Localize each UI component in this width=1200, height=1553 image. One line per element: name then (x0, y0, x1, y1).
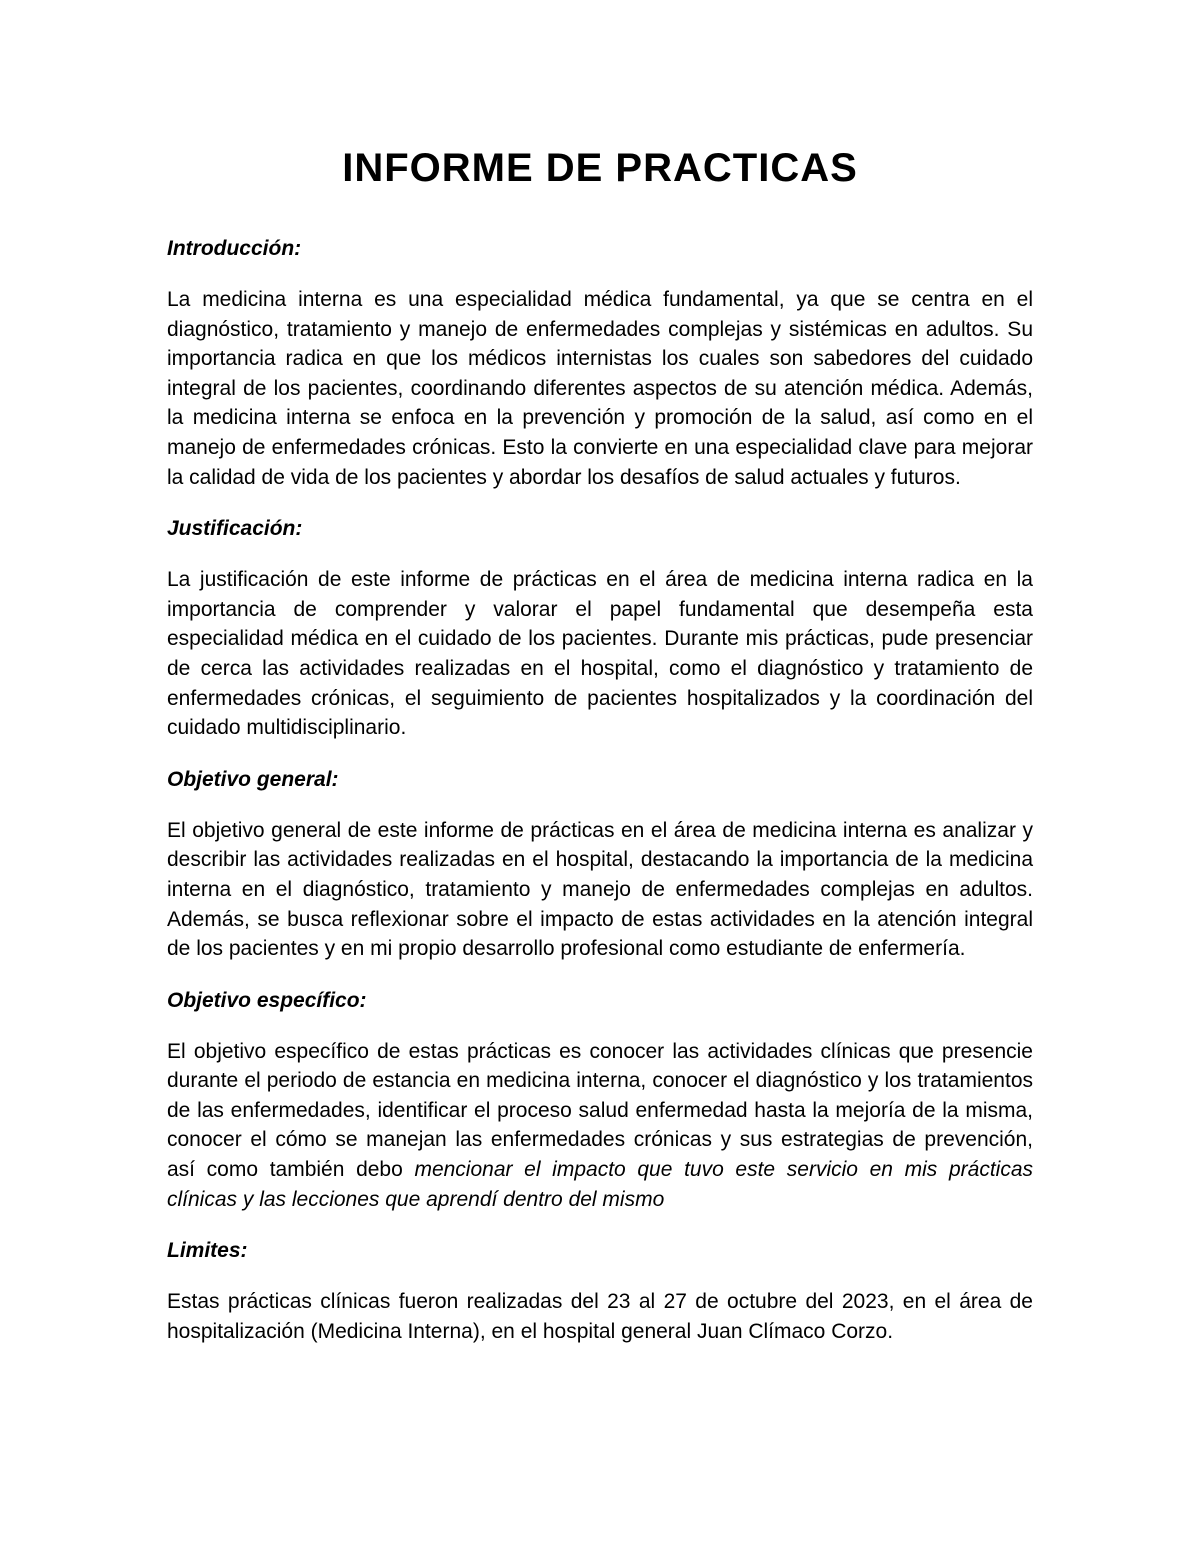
document-page (167, 140, 1033, 1368)
section-introduccion (167, 234, 1033, 492)
paragraph-italic-text: mencionar el impacto que tuvo este servicio en mis prácticas clínicas y las lecciones que aprendí dentro del mismo (167, 1158, 1033, 1211)
section-paragraph: El objetivo general de este informe de prácticas en el área de medicina interna es analizar y describir las actividades realizadas en el hospital, destacando la importancia de la medicina interna en el diagnóstico, tratamiento y manejo de enfermedades complejas en adultos. Además, se busca reflexionar sobre el impacto de estas actividades en la atención integral de los pacientes y en mi propio desarrollo profesional como estudiante de enfermería. (167, 818, 1033, 961)
section-justificacion (167, 514, 1033, 743)
section-objetivo-general (167, 765, 1033, 964)
section-objetivo-especifico (167, 986, 1033, 1215)
page-title: INFORME DE PRACTICAS (342, 146, 858, 190)
section-heading: Introducción: (167, 237, 302, 260)
section-paragraph: La justificación de este informe de prácticas en el área de medicina interna radica en la importancia de comprender y valorar el papel fundamental que desempeña esta especialidad médica en el cuidado de los pacientes. Durante mis prácticas, pude presenciar de cerca las actividades realizadas en el hospital, como el diagnóstico y tratamiento de enfermedades crónicas, el seguimiento de pacientes hospitalizados y la coordinación del cuidado multidisciplinario. (167, 568, 1033, 740)
section-limites (167, 1236, 1033, 1346)
section-paragraph: Estas prácticas clínicas fueron realizadas del 23 al 27 de octubre del 2023, en el área de hospitalización (Medicina Interna), en el hospital general Juan Clímaco Corzo. (167, 1290, 1033, 1343)
paragraph-text: El objetivo específico de estas prácticas es conocer las actividades clínicas que presencie durante el periodo de estancia en medicina interna, conocer el diagnóstico y los tratamientos de las enfermedades, identificar el proceso salud enfermedad hasta la mejoría de la misma, conocer el cómo se manejan las enfermedades crónicas y sus estrategias de prevención, así como también debo (167, 1039, 1033, 1182)
section-heading: Justificación: (167, 517, 303, 541)
section-heading: Objetivo específico: (167, 988, 367, 1012)
section-heading: Limites: (167, 1239, 248, 1263)
section-paragraph: La medicina interna es una especialidad médica fundamental, ya que se centra en el diagnóstico, tratamiento y manejo de enfermedades complejas y sistémicas en adultos. Su importancia radica en que los médicos internistas los cuales son sabedores del cuidado integral de los pacientes, coordinando diferentes aspectos de su atención médica. Además, la medicina interna se enfoca en la prevención y promoción de la salud, así como en el manejo de enfermedades crónicas. Esto la convierte en una especialidad clave para mejorar la calidad de vida de los pacientes y abordar los desafíos de salud actuales y futuros. (167, 288, 1033, 489)
section-paragraph (167, 1037, 1033, 1215)
section-heading: Objetivo general: (167, 767, 339, 791)
